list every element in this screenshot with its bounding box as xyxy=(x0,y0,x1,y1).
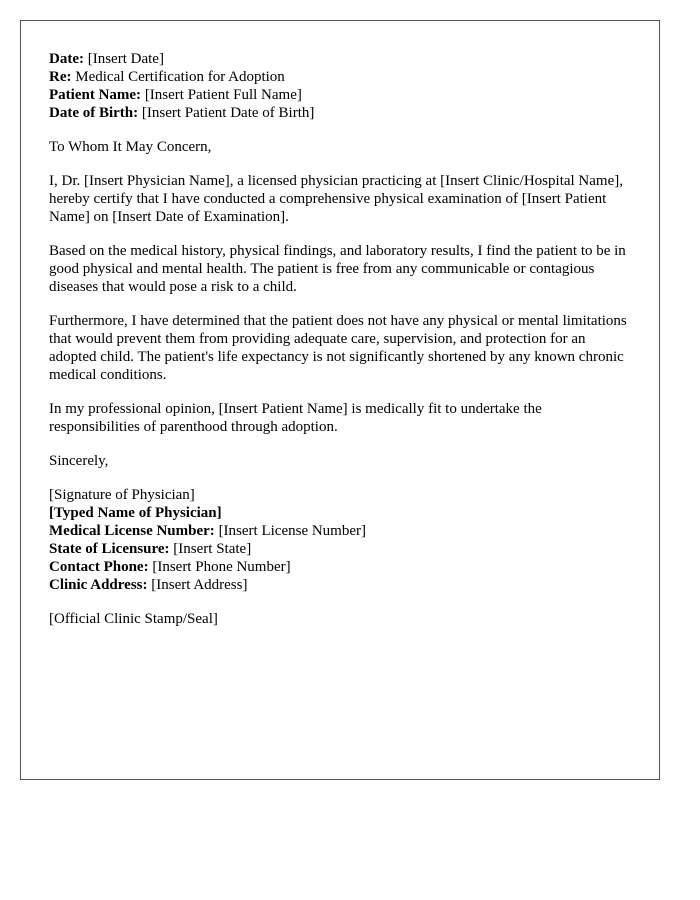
letter-header xyxy=(49,50,631,122)
clinic-address-value: [Insert Address] xyxy=(151,577,248,593)
date-of-birth-value: [Insert Patient Date of Birth] xyxy=(141,105,315,121)
patient-name-label: Patient Name: xyxy=(49,87,142,103)
re-value: Medical Certification for Adoption xyxy=(75,69,285,85)
license-number-value: [Insert License Number] xyxy=(218,523,366,539)
salutation: To Whom It May Concern, xyxy=(49,139,212,155)
body-paragraph-limitations: Furthermore, I have determined that the patient does not have any physical or mental limitations that would prevent them from providing adequate care, supervision, and protection for an adopted child. The patient's life expectancy is not significantly shortened by any known chronic medical conditions. xyxy=(49,313,627,383)
letter-document xyxy=(20,20,660,780)
signature-block xyxy=(49,486,631,594)
re-label: Re: xyxy=(49,69,72,85)
body-paragraph-certification: I, Dr. [Insert Physician Name], a licensed physician practicing at [Insert Clinic/Hospital Name], hereby certify that I have conducted a comprehensive physical examination of [Insert Patient Name] on [Insert Date of Examination]. xyxy=(49,173,623,225)
date-label: Date: xyxy=(49,51,84,67)
license-number-label: Medical License Number: xyxy=(49,523,215,539)
clinic-address-line xyxy=(49,576,631,594)
date-of-birth-label: Date of Birth: xyxy=(49,105,139,121)
patient-name-value: [Insert Patient Full Name] xyxy=(144,87,302,103)
contact-phone-line xyxy=(49,558,631,576)
clinic-address-label: Clinic Address: xyxy=(49,577,148,593)
state-of-licensure-line xyxy=(49,540,631,558)
signature-line: [Signature of Physician] xyxy=(49,487,195,503)
body-paragraph-health: Based on the medical history, physical findings, and laboratory results, I find the patient to be in good physical and mental health. The patient is free from any communicable or contagious diseases that would pose a risk to a child. xyxy=(49,243,626,295)
date-value: [Insert Date] xyxy=(87,51,164,67)
state-of-licensure-value: [Insert State] xyxy=(173,541,252,557)
contact-phone-value: [Insert Phone Number] xyxy=(152,559,291,575)
date-line xyxy=(49,50,631,68)
re-line xyxy=(49,68,631,86)
contact-phone-label: Contact Phone: xyxy=(49,559,149,575)
date-of-birth-line xyxy=(49,104,631,122)
typed-name: [Typed Name of Physician] xyxy=(49,505,222,521)
typed-name-line xyxy=(49,504,631,522)
closing: Sincerely, xyxy=(49,453,109,469)
license-number-line xyxy=(49,522,631,540)
patient-name-line xyxy=(49,86,631,104)
state-of-licensure-label: State of Licensure: xyxy=(49,541,170,557)
clinic-stamp-placeholder: [Official Clinic Stamp/Seal] xyxy=(49,611,218,627)
body-paragraph-opinion: In my professional opinion, [Insert Patient Name] is medically fit to undertake the responsibilities of parenthood through adoption. xyxy=(49,401,542,435)
